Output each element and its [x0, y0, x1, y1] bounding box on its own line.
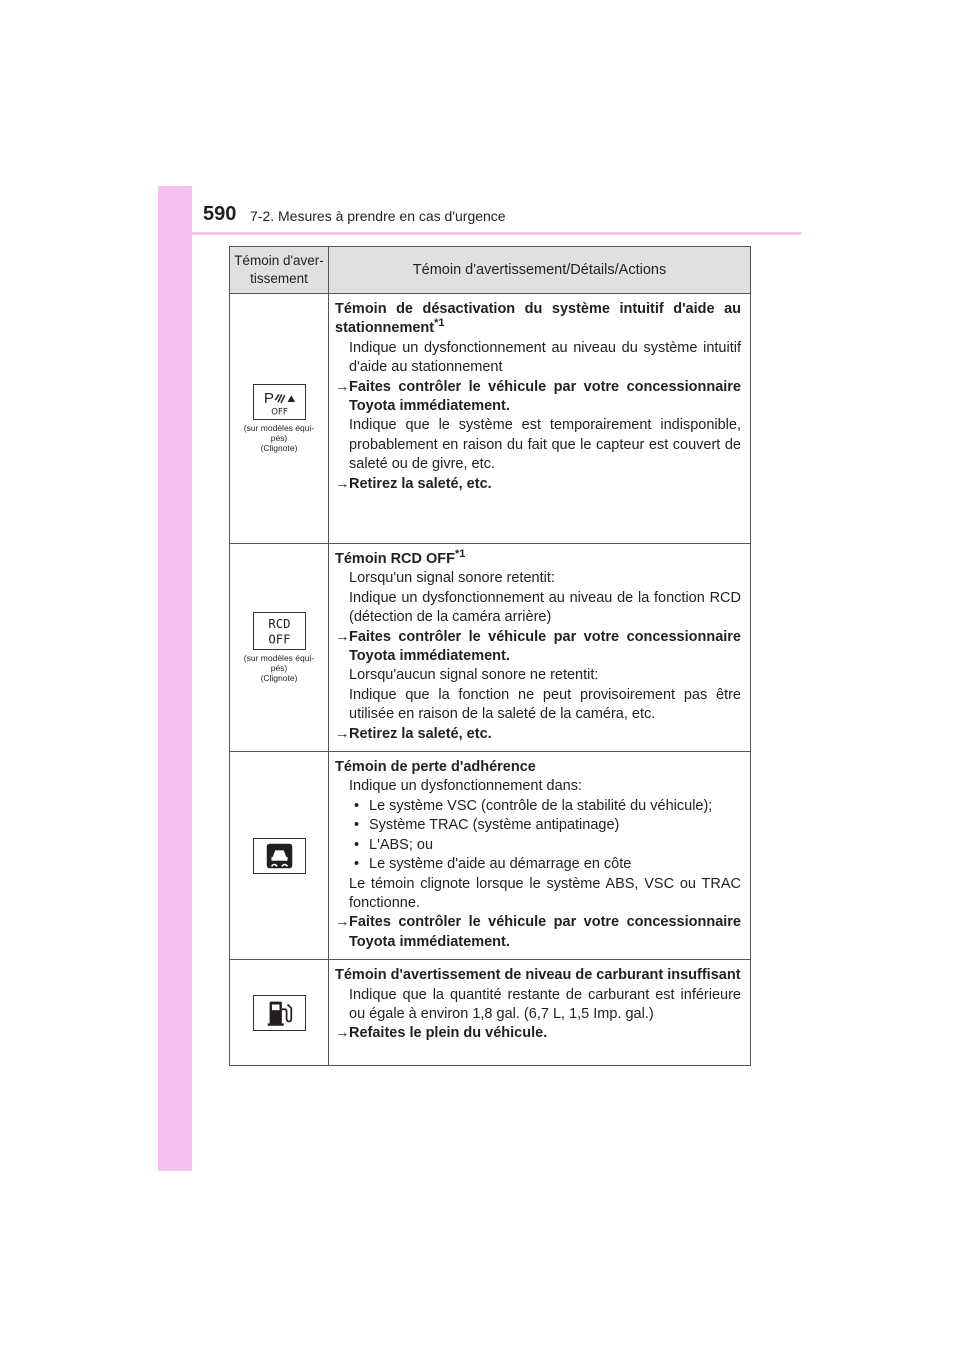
details-cell	[329, 544, 751, 752]
table-header-row	[230, 247, 751, 294]
list-item	[335, 797, 741, 816]
list-item	[335, 836, 741, 855]
section-title: 7-2. Mesures à prendre en cas d'urgence	[250, 208, 506, 224]
header-rule	[192, 232, 801, 235]
col-header-details-text: Témoin d'avertissement/Détails/Actions	[412, 262, 667, 278]
col-header-warning-light	[230, 247, 329, 294]
action-text: Retirez la saleté, etc.	[349, 475, 492, 492]
details-cell	[329, 752, 751, 960]
icon-label: OFF	[270, 407, 288, 418]
action-text: Retirez la saleté, etc.	[349, 725, 492, 742]
icon-cell	[230, 544, 329, 752]
list-item-text: L'ABS; ou	[369, 836, 434, 853]
list-item-text: Système TRAC (système antipatinage)	[369, 817, 620, 834]
list-item	[335, 855, 741, 874]
detail-text: Indique un dysfonctionnement au niveau de la fonction RCD (détection de la caméra arrière)	[349, 589, 741, 626]
bullet-icon: •	[354, 797, 360, 814]
row-title-text: Témoin de désactivation du système intuitif d'aide au stationnement	[335, 301, 741, 337]
table-row	[230, 960, 751, 1066]
action-line	[335, 628, 741, 667]
icon-cell	[230, 294, 329, 544]
details-cell	[329, 960, 751, 1066]
detail-text: Le témoin clignote lorsque le système ABS, VSC ou TRAC fonctionne.	[349, 875, 741, 911]
availability-note: (sur modèles équi- pés) (Clignote)	[243, 423, 315, 453]
warning-light-table	[229, 246, 751, 1066]
table-row	[230, 544, 751, 752]
bullet-icon: •	[354, 856, 360, 873]
action-line	[335, 1024, 741, 1043]
rcd-off-icon	[253, 612, 306, 650]
row-title-text: Témoin RCD OFF	[335, 551, 456, 567]
bullet-icon: •	[354, 817, 360, 834]
row-title: Témoin de perte d'adhérence	[335, 759, 536, 776]
table-row	[230, 294, 751, 544]
fuel-pump-icon	[253, 995, 306, 1031]
parking-assist-off-icon	[253, 384, 306, 420]
detail-text: Indique que la quantité restante de carburant est inférieure ou égale à environ 1,8 gal. (6,7 L, 1,5 Imp. gal.)	[349, 986, 741, 1022]
arrow-icon: →	[335, 378, 350, 395]
list-item	[335, 816, 741, 835]
row-title	[335, 550, 741, 569]
list-item-text: Le système d'aide au démarrage en côte	[369, 856, 632, 873]
detail-text: Lorsqu'un signal sonore retentit:	[349, 570, 555, 587]
detail-text: Indique un dysfonctionnement dans:	[349, 778, 582, 795]
icon-cell	[230, 752, 329, 960]
action-line	[335, 725, 741, 744]
action-line	[335, 475, 741, 494]
arrow-icon: →	[335, 475, 350, 492]
action-text: Faites contrôler le véhicule par votre concessionnaire Toyota immédiatement.	[349, 628, 741, 665]
action-line	[335, 913, 741, 952]
bullet-icon: •	[354, 836, 360, 853]
detail-text: Indique que le système est temporairement indisponible, probablement en raison du fait que le capteur est couvert de saleté ou de givre, etc.	[349, 417, 741, 473]
action-text: Faites contrôler le véhicule par votre concessionnaire Toyota immédiatement.	[349, 378, 741, 415]
side-color-band	[158, 186, 192, 1171]
footnote-mark: *1	[434, 317, 445, 330]
arrow-icon: →	[335, 628, 350, 645]
details-cell	[329, 294, 751, 544]
detail-text: Indique un dysfonctionnement au niveau du système intuitif d'aide au stationnement	[349, 339, 741, 376]
arrow-icon: →	[335, 914, 350, 931]
icon-label-line1: RCD	[267, 617, 291, 632]
svg-text:P: P	[263, 389, 274, 407]
icon-cell	[230, 960, 329, 1066]
row-title	[335, 300, 741, 339]
page-number: 590	[203, 203, 237, 225]
table-row	[230, 752, 751, 960]
action-text: Refaites le plein du véhicule.	[349, 1025, 548, 1042]
action-line	[335, 378, 741, 417]
availability-note: (sur modèles équi- pés) (Clignote)	[243, 653, 315, 684]
col-header-details	[329, 247, 751, 294]
slip-indicator-icon	[253, 838, 306, 874]
icon-label-line2: OFF	[267, 632, 291, 647]
footnote-mark: *1	[455, 548, 466, 561]
action-text: Faites contrôler le véhicule par votre concessionnaire Toyota immédiatement.	[349, 914, 741, 950]
list-item-text: Le système VSC (contrôle de la stabilité du véhicule);	[369, 797, 713, 814]
arrow-icon: →	[335, 1025, 350, 1042]
detail-text: Lorsqu'aucun signal sonore ne retentit:	[349, 667, 599, 684]
detail-text: Indique que la fonction ne peut provisoirement pas être utilisée en raison de la saleté de la caméra, etc.	[349, 686, 741, 723]
row-title: Témoin d'avertissement de niveau de carburant insuffisant	[335, 967, 741, 984]
col-header-warning-light-text: Témoin d'aver- tissement	[234, 253, 324, 286]
arrow-icon: →	[335, 725, 350, 742]
